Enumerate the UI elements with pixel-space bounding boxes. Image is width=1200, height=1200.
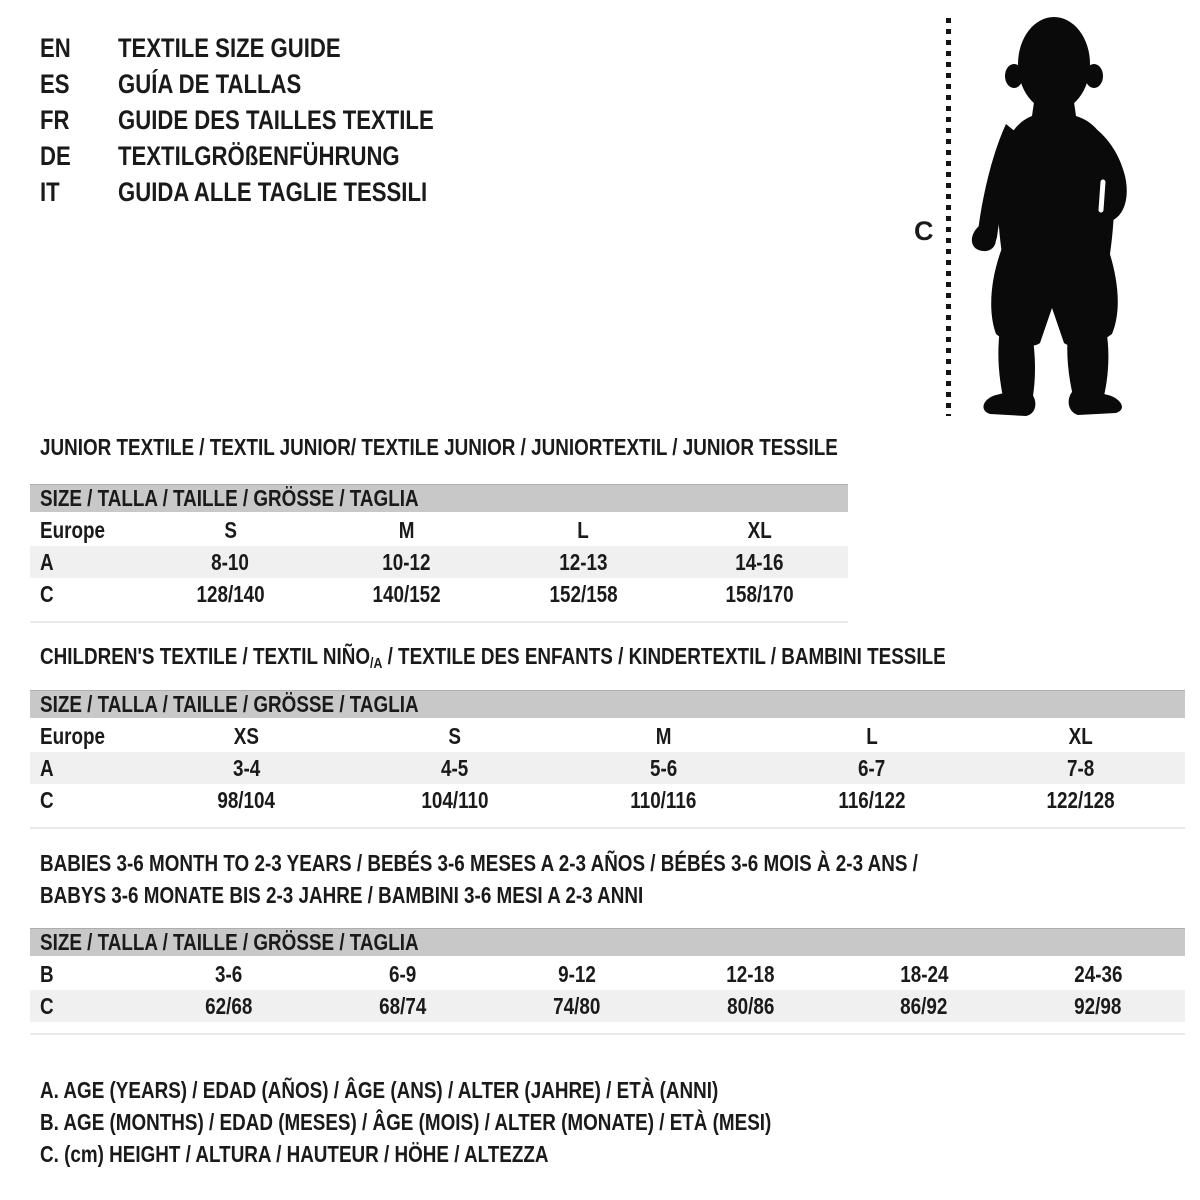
cell: 7-8 bbox=[976, 752, 1185, 784]
cell: 24-36 bbox=[1073, 960, 1123, 987]
row-label: A bbox=[30, 546, 142, 578]
lang-code: IT bbox=[40, 176, 60, 207]
babies-grid bbox=[30, 958, 1185, 1022]
cell: 5-6 bbox=[559, 752, 768, 784]
babies-section-title: BABIES 3-6 MONTH TO 2-3 YEARS / BEBÉS 3-6 MESES A 2-3 AÑOS / BÉBÉS 3-6 MOIS À 2-3 ANS / BABYS 3-6 MONATE BIS 2-3 JAHRE / BAMBINI 3-6 MESI A 2-3 ANNI bbox=[40, 850, 918, 908]
title-text: / TEXTILE DES ENFANTS / KINDERTEXTIL / BAMBINI TESSILE bbox=[382, 643, 946, 669]
lang-code: DE bbox=[40, 140, 71, 171]
lang-row-fr bbox=[40, 102, 503, 138]
lang-row-en bbox=[40, 30, 503, 66]
cell: XS bbox=[233, 722, 259, 749]
cell: 122/128 bbox=[1046, 786, 1115, 813]
height-label-c: C bbox=[914, 216, 934, 246]
row-a bbox=[30, 546, 848, 578]
cell: 18-24 bbox=[900, 960, 949, 987]
cell: XL bbox=[747, 516, 772, 543]
cell: 110/116 bbox=[630, 786, 697, 813]
cell: 12-13 bbox=[495, 546, 672, 578]
lang-row-de bbox=[40, 138, 503, 174]
babies-size-table bbox=[30, 928, 1185, 1035]
height-measure-line bbox=[946, 18, 951, 416]
cell: S bbox=[448, 722, 462, 749]
cell: 6-7 bbox=[768, 752, 977, 784]
language-list bbox=[40, 30, 503, 210]
junior-section-title: JUNIOR TEXTILE / TEXTIL JUNIOR/ TEXTILE JUNIOR / JUNIORTEXTIL / JUNIOR TESSILE bbox=[40, 434, 838, 460]
lang-label: GUÍA DE TALLAS bbox=[118, 68, 302, 99]
cell: M bbox=[655, 722, 672, 749]
children-grid bbox=[30, 720, 1185, 816]
table-bottom-rule bbox=[30, 827, 1185, 829]
row-a bbox=[30, 752, 1185, 784]
cell: XL bbox=[1068, 722, 1093, 749]
title-subscript: /A bbox=[370, 655, 383, 672]
cell: 12-18 bbox=[726, 960, 775, 987]
row-b bbox=[30, 958, 1185, 990]
lang-code: FR bbox=[40, 104, 70, 135]
lang-code: ES bbox=[40, 68, 70, 99]
cell: 3-6 bbox=[215, 960, 243, 987]
cell: 3-4 bbox=[142, 752, 351, 784]
cell: 74/80 bbox=[490, 990, 664, 1022]
cell: S bbox=[223, 516, 237, 543]
cell: 98/104 bbox=[217, 786, 276, 813]
lang-code: EN bbox=[40, 32, 71, 63]
size-header-bar: SIZE / TALLA / TAILLE / GRÖSSE / TAGLIA bbox=[30, 928, 1185, 956]
cell: 9-12 bbox=[557, 960, 596, 987]
row-c bbox=[30, 784, 1185, 816]
row-label: Europe bbox=[40, 516, 105, 543]
row-europe bbox=[30, 720, 1185, 752]
cell: 8-10 bbox=[142, 546, 319, 578]
cell: 152/158 bbox=[549, 580, 618, 607]
junior-grid bbox=[30, 514, 848, 610]
cell: 68/74 bbox=[316, 990, 490, 1022]
legend-line-c: C. (cm) HEIGHT / ALTURA / HAUTEUR / HÖHE / ALTEZZA bbox=[40, 1140, 549, 1167]
row-label: C bbox=[30, 990, 142, 1022]
junior-size-table bbox=[30, 484, 848, 623]
toddler-silhouette-icon bbox=[960, 12, 1142, 424]
cell: 128/140 bbox=[196, 580, 265, 607]
legend-line-a: A. AGE (YEARS) / EDAD (AÑOS) / ÂGE (ANS) / ALTER (JAHRE) / ETÀ (ANNI) bbox=[40, 1076, 719, 1103]
cell: 116/122 bbox=[838, 786, 906, 813]
row-label: C bbox=[40, 786, 54, 813]
children-size-table bbox=[30, 690, 1185, 829]
table-bottom-rule bbox=[30, 1033, 1185, 1035]
cell: 6-9 bbox=[389, 960, 417, 987]
cell: 62/68 bbox=[142, 990, 316, 1022]
cell: 140/152 bbox=[372, 580, 441, 607]
lang-label: GUIDE DES TAILLES TEXTILE bbox=[118, 104, 434, 135]
row-europe bbox=[30, 514, 848, 546]
children-section-title bbox=[40, 643, 1145, 677]
row-label: C bbox=[40, 580, 54, 607]
table-bottom-rule bbox=[30, 621, 848, 623]
title-text: CHILDREN'S TEXTILE / TEXTIL NIÑO bbox=[40, 643, 371, 669]
cell: 14-16 bbox=[672, 546, 849, 578]
row-c bbox=[30, 578, 848, 610]
row-c bbox=[30, 990, 1185, 1022]
cell: 86/92 bbox=[837, 990, 1011, 1022]
lang-row-it bbox=[40, 174, 503, 210]
cell: 104/110 bbox=[421, 786, 489, 813]
row-label: Europe bbox=[40, 722, 105, 749]
cell: 92/98 bbox=[1011, 990, 1185, 1022]
lang-label: GUIDA ALLE TAGLIE TESSILI bbox=[118, 176, 428, 207]
size-header-bar: SIZE / TALLA / TAILLE / GRÖSSE / TAGLIA bbox=[30, 484, 848, 512]
cell: 4-5 bbox=[351, 752, 560, 784]
cell: 10-12 bbox=[319, 546, 496, 578]
cell: L bbox=[577, 516, 590, 543]
cell: 80/86 bbox=[663, 990, 837, 1022]
cell: L bbox=[866, 722, 878, 749]
row-label: B bbox=[40, 960, 54, 987]
cell: M bbox=[398, 516, 415, 543]
lang-row-es bbox=[40, 66, 503, 102]
row-label: A bbox=[30, 752, 142, 784]
cell: 158/170 bbox=[725, 580, 794, 607]
lang-label: TEXTILGRÖßENFÜHRUNG bbox=[118, 140, 400, 171]
size-header-bar: SIZE / TALLA / TAILLE / GRÖSSE / TAGLIA bbox=[30, 690, 1185, 718]
lang-label: TEXTILE SIZE GUIDE bbox=[118, 32, 341, 63]
legend bbox=[40, 1074, 932, 1170]
legend-line-b: B. AGE (MONTHS) / EDAD (MESES) / ÂGE (MOIS) / ALTER (MONATE) / ETÀ (MESI) bbox=[40, 1108, 772, 1135]
